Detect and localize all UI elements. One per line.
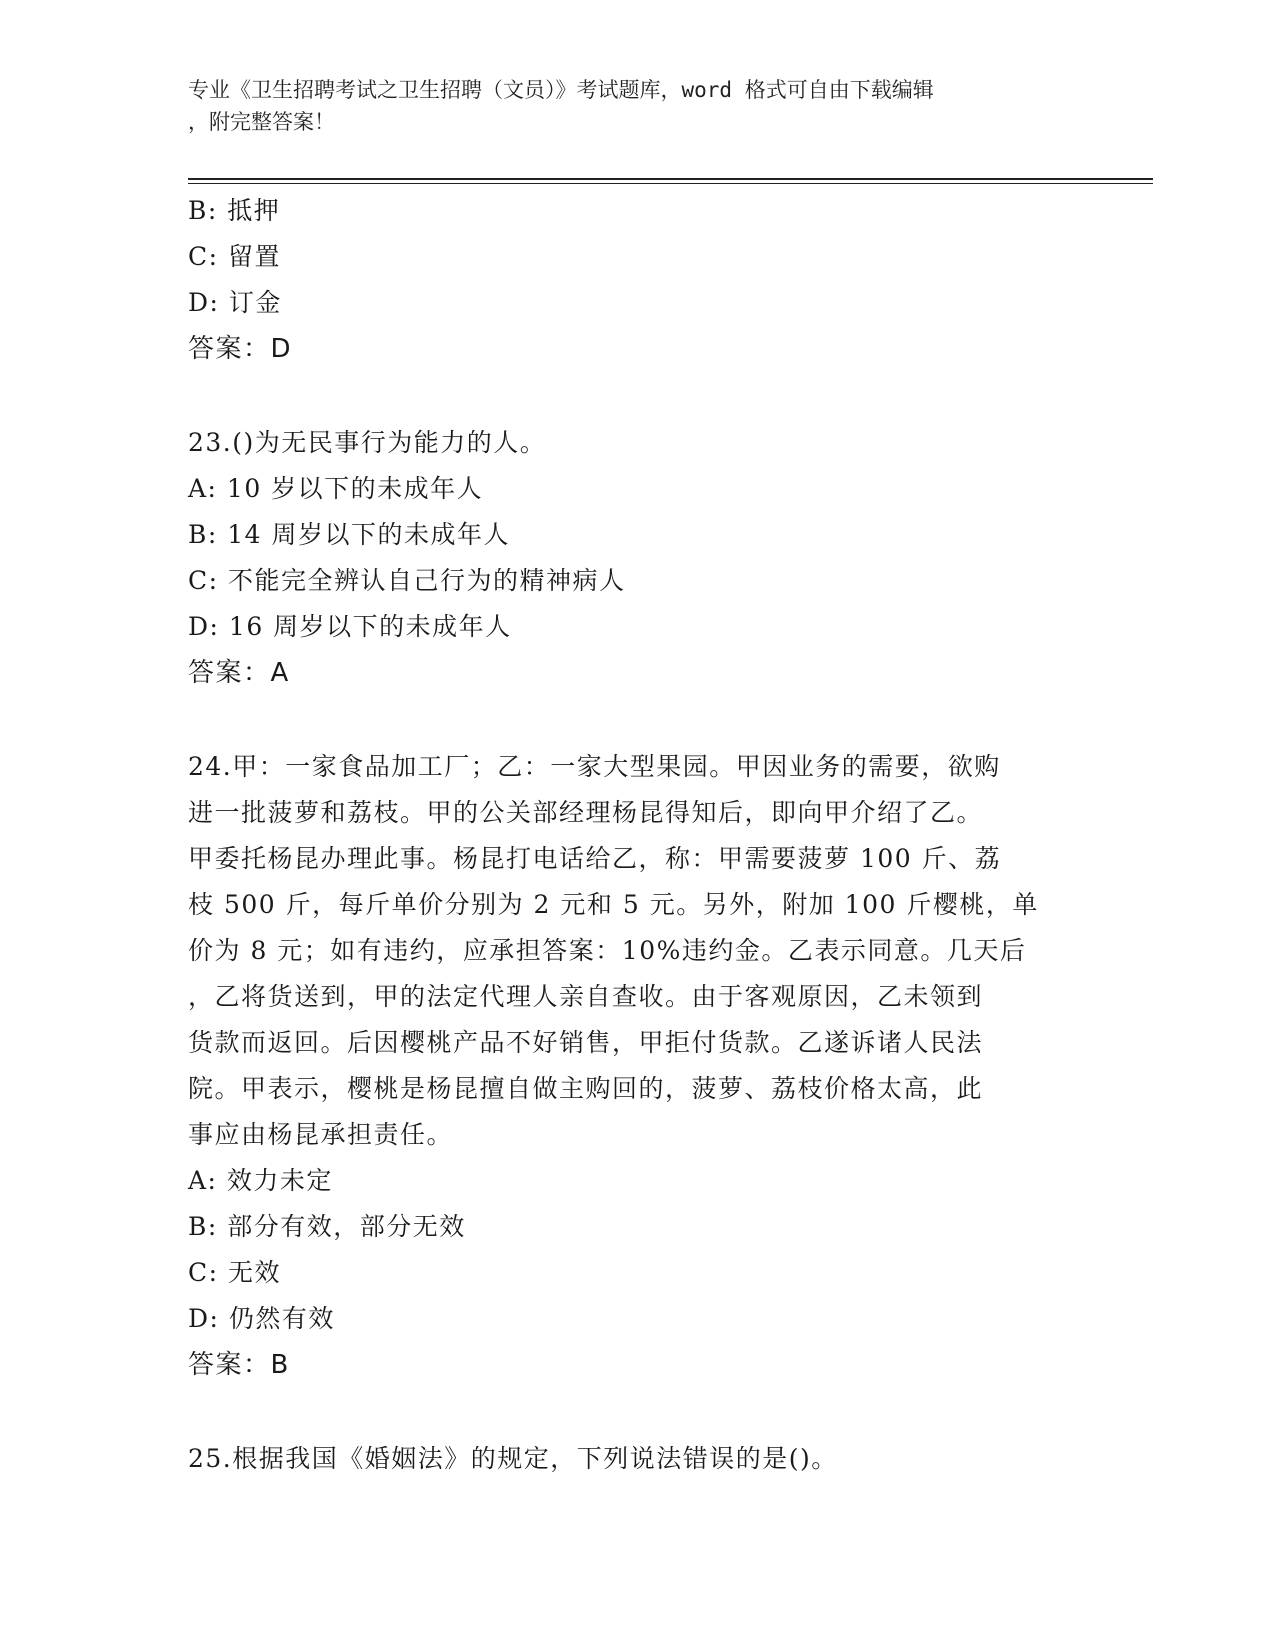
header-divider-thick xyxy=(188,178,1153,180)
option-c: C: 不能完全辨认自己行为的精神病人 xyxy=(188,566,626,595)
question-text: 23.()为无民事行为能力的人。 xyxy=(188,428,547,457)
question-22 xyxy=(188,188,1088,372)
option-d: D: 订金 xyxy=(188,288,282,317)
question-text-line: 事应由杨昆承担责任。 xyxy=(188,1120,454,1149)
option-d: D: 16 周岁以下的未成年人 xyxy=(188,612,512,641)
option-c: C: 无效 xyxy=(188,1258,281,1287)
answer: 答案：B xyxy=(188,1350,290,1380)
option-a: A: 10 岁以下的未成年人 xyxy=(188,474,484,503)
answer: 答案：A xyxy=(188,658,290,688)
question-text-line: 24.甲：一家食品加工厂；乙：一家大型果园。甲因业务的需要，欲购 xyxy=(188,752,1001,781)
question-text-line: 价为 8 元；如有违约，应承担答案：10%违约金。乙表示同意。几天后 xyxy=(188,936,1027,965)
header-line-1: 专业《卫生招聘考试之卫生招聘（文员）》考试题库，word 格式可自由下载编辑 xyxy=(188,78,934,102)
question-text-line: 进一批菠萝和荔枝。甲的公关部经理杨昆得知后，即向甲介绍了乙。 xyxy=(188,798,984,827)
question-text-line: 货款而返回。后因樱桃产品不好销售，甲拒付货款。乙遂诉诸人民法 xyxy=(188,1028,984,1057)
question-list xyxy=(188,188,1088,1482)
question-23 xyxy=(188,420,1088,696)
option-b: B: 部分有效，部分无效 xyxy=(188,1212,466,1241)
option-b: B: 14 周岁以下的未成年人 xyxy=(188,520,511,549)
option-a: A: 效力未定 xyxy=(188,1166,333,1195)
question-25 xyxy=(188,1436,1088,1482)
option-d: D: 仍然有效 xyxy=(188,1304,335,1333)
header-line-2: ，附完整答案！ xyxy=(188,110,335,134)
option-b: B: 抵押 xyxy=(188,196,281,225)
question-text-line: 枝 500 斤，每斤单价分别为 2 元和 5 元。另外，附加 100 斤樱桃，单 xyxy=(188,890,1039,919)
question-text-line: ，乙将货送到，甲的法定代理人亲自查收。由于客观原因，乙未领到 xyxy=(188,982,984,1011)
option-c: C: 留置 xyxy=(188,242,281,271)
question-text-line: 甲委托杨昆办理此事。杨昆打电话给乙，称：甲需要菠萝 100 斤、荔 xyxy=(188,844,1002,873)
question-text: 25.根据我国《婚姻法》的规定，下列说法错误的是()。 xyxy=(188,1444,838,1473)
answer: 答案：D xyxy=(188,334,293,364)
document-header xyxy=(188,74,1078,138)
header-divider-thin xyxy=(188,183,1153,184)
question-text-line: 院。甲表示，樱桃是杨昆擅自做主购回的，菠萝、荔枝价格太高，此 xyxy=(188,1074,984,1103)
question-24 xyxy=(188,744,1088,1388)
